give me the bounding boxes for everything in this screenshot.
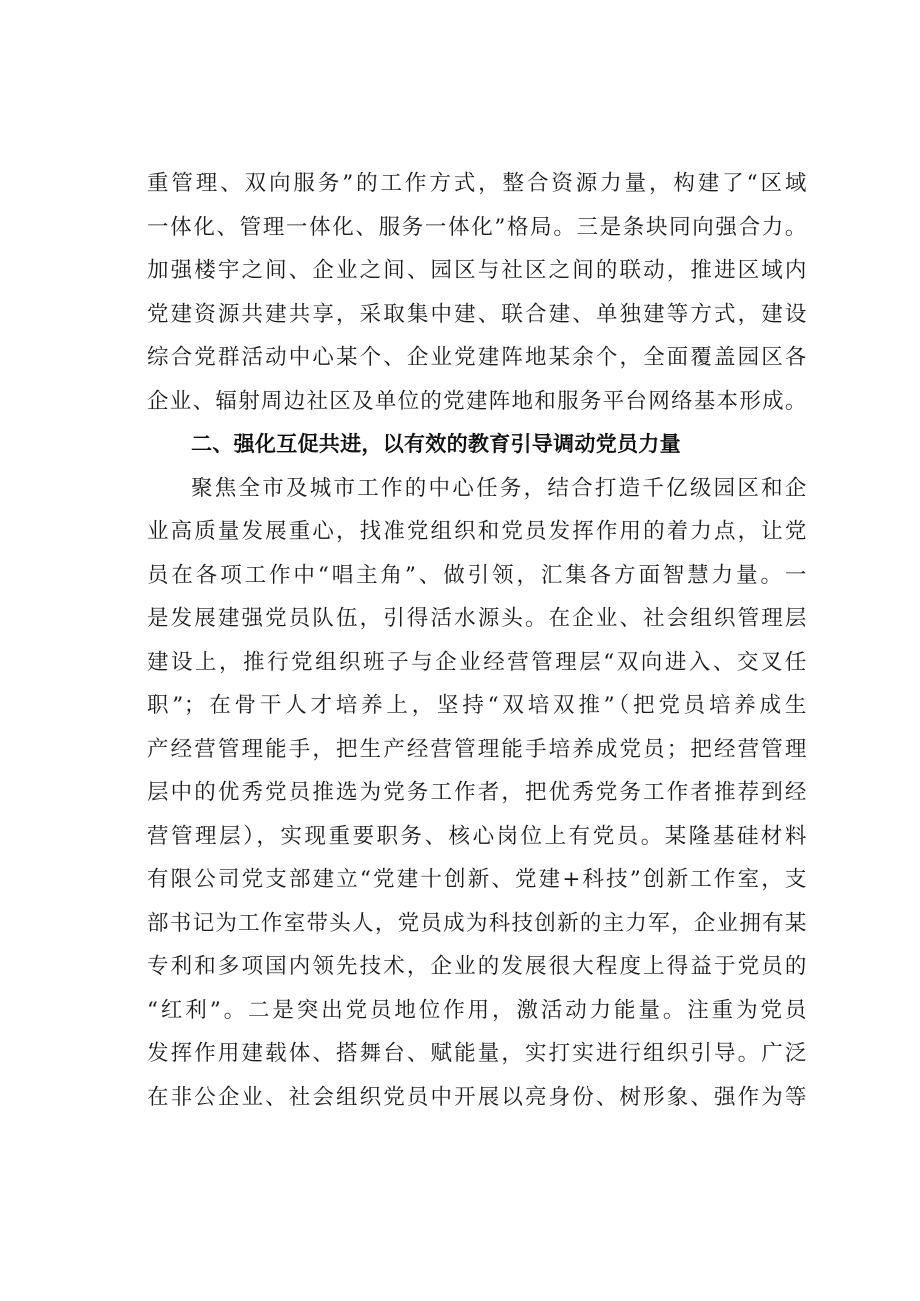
paragraph-line: 综合党群活动中心某个、企业党建阵地某余个，全面覆盖园区各 [147,345,807,370]
paragraph-line: 重管理、双向服务”的工作方式，整合资源力量，构建了“区域 [147,171,807,196]
section-heading: 二、强化互促共进，以有效的教育引导调动党员力量 [191,432,681,456]
paragraph-line: 加强楼宇之间、企业之间、园区与社区之间的联动，推进区域内 [147,258,807,283]
paragraph-line: 员在各项工作中“唱主角”、做引领，汇集各方面智慧力量。一 [147,562,807,588]
paragraph-line: 党建资源共建共享，采取集中建、联合建、单独建等方式，建设 [147,301,807,327]
paragraph-line: 有限公司党支部建立“党建十创新、党建+科技”创新工作室，支 [147,867,807,892]
paragraph-line: 聚焦全市及城市工作的中心任务，结合打造千亿级园区和企 [191,475,807,501]
paragraph-line: 营管理层），实现重要职务、核心岗位上有党员。某隆基硅材料 [147,823,807,849]
paragraph-line: 产经营管理能手，把生产经营管理能手培养成党员；把经营管理 [147,736,807,762]
paragraph-line: 职”；在骨干人才培养上，坚持“双培双推”（把党员培养成生 [147,693,807,718]
paragraph-line: 企业、辐射周边社区及单位的党建阵地和服务平台网络基本形成。 [147,388,807,414]
document-body [147,162,807,1119]
paragraph-line: 发挥作用建载体、搭舞台、赋能量，实打实进行组织引导。广泛 [147,1041,807,1066]
paragraph-line: “红利”。二是突出党员地位作用，激活动力能量。注重为党员 [147,997,807,1023]
paragraph-line: 在非公企业、社会组织党员中开展以亮身份、树形象、强作为等 [147,1084,807,1110]
paragraph-line: 一体化、管理一体化、服务一体化”格局。三是条块同向强合力。 [147,214,807,240]
paragraph-line: 专利和多项国内领先技术，企业的发展很大程度上得益于党员的 [147,954,807,979]
paragraph-line: 业高质量发展重心，找准党组织和党员发挥作用的着力点，让党 [147,519,807,544]
paragraph-line: 层中的优秀党员推选为党务工作者，把优秀党务工作者推荐到经 [147,780,807,805]
paragraph-line: 建设上，推行党组织班子与企业经营管理层“双向进入、交叉任 [147,649,807,675]
paragraph-line: 是发展建强党员队伍，引得活水源头。在企业、社会组织管理层 [147,606,807,631]
paragraph-line: 部书记为工作室带头人，党员成为科技创新的主力军，企业拥有某 [147,910,807,936]
